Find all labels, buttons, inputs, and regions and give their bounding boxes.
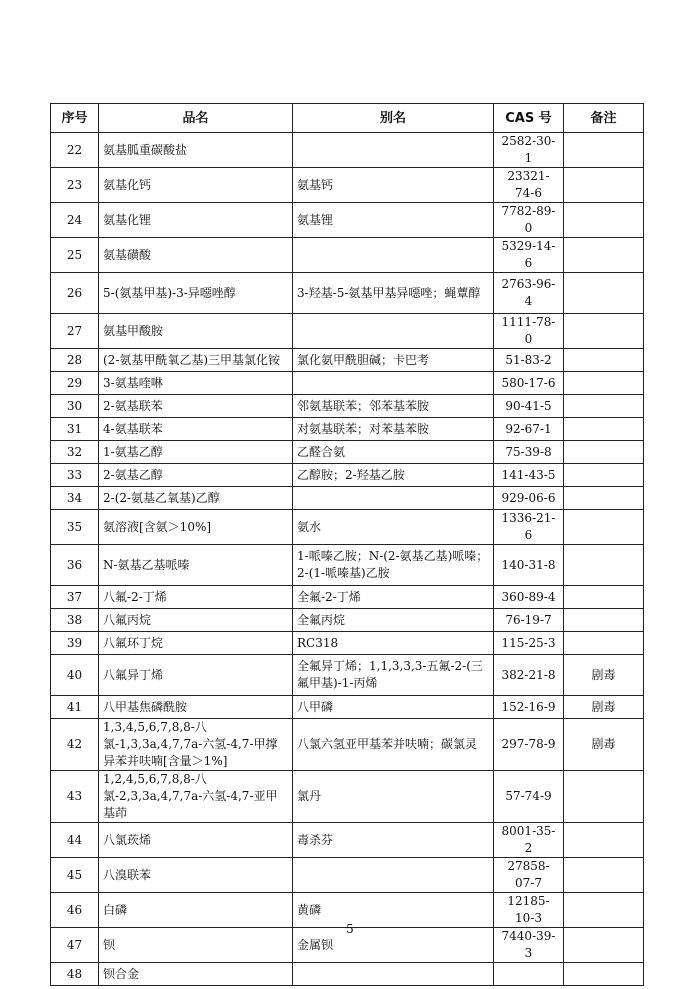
row-name: 5-(氨基甲基)-3-异噁唑醇 (99, 273, 293, 314)
row-cas: 92-67-1 (494, 418, 564, 441)
row-note (564, 314, 644, 349)
row-alias: 氨基锂 (293, 203, 494, 238)
row-name: 八氯莰烯 (99, 823, 293, 858)
row-note (564, 487, 644, 510)
header-name: 品名 (99, 104, 293, 133)
row-number: 37 (51, 586, 99, 609)
table-row (51, 418, 644, 441)
row-alias: 氨水 (293, 510, 494, 545)
row-alias (293, 858, 494, 893)
row-cas: 929-06-6 (494, 487, 564, 510)
table-row (51, 858, 644, 893)
row-note (564, 464, 644, 487)
row-number: 43 (51, 771, 99, 823)
row-note (564, 238, 644, 273)
row-cas: 580-17-6 (494, 372, 564, 395)
row-name: 氨基磺酸 (99, 238, 293, 273)
row-alias: 黄磷 (293, 893, 494, 928)
row-name: 八氟丙烷 (99, 609, 293, 632)
table-row (51, 168, 644, 203)
row-name: (2-氨基甲酰氧乙基)三甲基氯化铵 (99, 349, 293, 372)
row-alias (293, 487, 494, 510)
row-cas: 51-83-2 (494, 349, 564, 372)
row-number: 28 (51, 349, 99, 372)
row-number: 39 (51, 632, 99, 655)
row-cas: 76-19-7 (494, 609, 564, 632)
row-name: 八氟环丁烷 (99, 632, 293, 655)
row-name: 钡合金 (99, 963, 293, 986)
row-number: 36 (51, 545, 99, 586)
row-alias: 全氟-2-丁烯 (293, 586, 494, 609)
row-alias: 乙醇胺；2-羟基乙胺 (293, 464, 494, 487)
row-number: 32 (51, 441, 99, 464)
chemical-table (50, 103, 644, 986)
header-no: 序号 (51, 104, 99, 133)
table-row (51, 696, 644, 719)
row-note (564, 203, 644, 238)
table-row (51, 314, 644, 349)
row-name: 八氟-2-丁烯 (99, 586, 293, 609)
row-number: 41 (51, 696, 99, 719)
row-name: 氨基化锂 (99, 203, 293, 238)
table-row (51, 464, 644, 487)
row-alias: 全氟异丁烯；1,1,3,3,3-五氟-2-(三氟甲基)-1-丙烯 (293, 655, 494, 696)
row-cas: 7782-89-0 (494, 203, 564, 238)
row-name: 八甲基焦磷酰胺 (99, 696, 293, 719)
table-row (51, 487, 644, 510)
row-note (564, 823, 644, 858)
row-number: 42 (51, 719, 99, 771)
row-number: 33 (51, 464, 99, 487)
row-note (564, 372, 644, 395)
row-name: N-氨基乙基哌嗪 (99, 545, 293, 586)
row-name: 2-氨基联苯 (99, 395, 293, 418)
row-note (564, 586, 644, 609)
row-alias: 3-羟基-5-氨基甲基异噁唑；蝇蕈醇 (293, 273, 494, 314)
row-cas: 23321-74-6 (494, 168, 564, 203)
row-number: 24 (51, 203, 99, 238)
row-name: 八氟异丁烯 (99, 655, 293, 696)
row-note (564, 418, 644, 441)
row-name: 1-氨基乙醇 (99, 441, 293, 464)
row-name: 1,2,4,5,6,7,8,8-八氯-2,3,3a,4,7,7a-六氢-4,7-亚甲基茚 (99, 771, 293, 823)
row-alias (293, 372, 494, 395)
row-cas: 115-25-3 (494, 632, 564, 655)
row-number: 25 (51, 238, 99, 273)
row-cas: 90-41-5 (494, 395, 564, 418)
row-name: 氨基化钙 (99, 168, 293, 203)
row-alias (293, 238, 494, 273)
row-alias: 八氯六氢亚甲基苯并呋喃；碳氯灵 (293, 719, 494, 771)
table-row (51, 395, 644, 418)
table-row (51, 771, 644, 823)
row-note (564, 963, 644, 986)
row-number: 27 (51, 314, 99, 349)
row-number: 35 (51, 510, 99, 545)
row-cas: 152-16-9 (494, 696, 564, 719)
page-number: 5 (346, 922, 354, 936)
row-cas: 360-89-4 (494, 586, 564, 609)
row-number: 23 (51, 168, 99, 203)
table-row (51, 441, 644, 464)
row-alias: 毒杀芬 (293, 823, 494, 858)
table-row (51, 372, 644, 395)
row-name: 氨基甲酸胺 (99, 314, 293, 349)
table-row (51, 133, 644, 168)
row-cas: 382-21-8 (494, 655, 564, 696)
row-note (564, 858, 644, 893)
row-number: 46 (51, 893, 99, 928)
row-number: 26 (51, 273, 99, 314)
row-cas: 75-39-8 (494, 441, 564, 464)
row-cas: 12185-10-3 (494, 893, 564, 928)
table-row (51, 632, 644, 655)
row-cas: 1111-78-0 (494, 314, 564, 349)
row-alias: 八甲磷 (293, 696, 494, 719)
row-name: 1,3,4,5,6,7,8,8-八氯-1,3,3a,4,7,7a-六氢-4,7-甲撑异苯并呋喃[含量＞1%] (99, 719, 293, 771)
row-name: 2-氨基乙醇 (99, 464, 293, 487)
row-note (564, 545, 644, 586)
table-row (51, 203, 644, 238)
row-number: 22 (51, 133, 99, 168)
row-cas: 2763-96-4 (494, 273, 564, 314)
row-note (564, 441, 644, 464)
row-note: 剧毒 (564, 696, 644, 719)
table-row (51, 238, 644, 273)
row-name: 氨基胍重碳酸盐 (99, 133, 293, 168)
row-cas: 1336-21-6 (494, 510, 564, 545)
row-note (564, 133, 644, 168)
row-note (564, 771, 644, 823)
table-header-row (51, 104, 644, 133)
header-note: 备注 (564, 104, 644, 133)
row-name: 氨溶液[含氨＞10%] (99, 510, 293, 545)
row-note (564, 273, 644, 314)
table-row (51, 609, 644, 632)
table-row (51, 963, 644, 986)
table-row (51, 586, 644, 609)
row-alias: 金属钡 (293, 928, 494, 963)
row-alias: 氨基钙 (293, 168, 494, 203)
row-number: 40 (51, 655, 99, 696)
row-note (564, 510, 644, 545)
row-name: 钡 (99, 928, 293, 963)
row-alias (293, 314, 494, 349)
table-row (51, 823, 644, 858)
row-alias: 对氨基联苯；对苯基苯胺 (293, 418, 494, 441)
row-number: 31 (51, 418, 99, 441)
row-alias: 氯丹 (293, 771, 494, 823)
row-alias: 乙醛合氨 (293, 441, 494, 464)
row-cas (494, 963, 564, 986)
row-number: 30 (51, 395, 99, 418)
row-cas: 140-31-8 (494, 545, 564, 586)
row-number: 45 (51, 858, 99, 893)
row-note (564, 632, 644, 655)
table-row (51, 545, 644, 586)
row-note (564, 168, 644, 203)
row-cas: 8001-35-2 (494, 823, 564, 858)
table-body (51, 133, 644, 986)
row-number: 48 (51, 963, 99, 986)
row-alias: 1-哌嗪乙胺；N-(2-氨基乙基)哌嗪；2-(1-哌嗪基)乙胺 (293, 545, 494, 586)
row-name: 八溴联苯 (99, 858, 293, 893)
row-name: 3-氨基喹啉 (99, 372, 293, 395)
row-cas: 27858-07-7 (494, 858, 564, 893)
table-row (51, 719, 644, 771)
row-name: 2-(2-氨基乙氧基)乙醇 (99, 487, 293, 510)
row-note (564, 609, 644, 632)
row-note (564, 395, 644, 418)
row-cas: 5329-14-6 (494, 238, 564, 273)
row-number: 44 (51, 823, 99, 858)
row-alias (293, 133, 494, 168)
row-note: 剧毒 (564, 719, 644, 771)
table-row (51, 655, 644, 696)
row-cas: 2582-30-1 (494, 133, 564, 168)
row-alias: 氯化氨甲酰胆碱；卡巴考 (293, 349, 494, 372)
table-row (51, 273, 644, 314)
row-name: 4-氨基联苯 (99, 418, 293, 441)
row-name: 白磷 (99, 893, 293, 928)
table-row (51, 349, 644, 372)
row-alias: 全氟丙烷 (293, 609, 494, 632)
row-number: 38 (51, 609, 99, 632)
row-alias: 邻氨基联苯；邻苯基苯胺 (293, 395, 494, 418)
row-cas: 7440-39-3 (494, 928, 564, 963)
row-number: 47 (51, 928, 99, 963)
row-number: 34 (51, 487, 99, 510)
header-alias: 别名 (293, 104, 494, 133)
row-cas: 141-43-5 (494, 464, 564, 487)
row-alias: RC318 (293, 632, 494, 655)
row-note (564, 349, 644, 372)
row-alias (293, 963, 494, 986)
row-cas: 57-74-9 (494, 771, 564, 823)
row-number: 29 (51, 372, 99, 395)
header-cas: CAS 号 (494, 104, 564, 133)
row-note: 剧毒 (564, 655, 644, 696)
table-row (51, 510, 644, 545)
row-cas: 297-78-9 (494, 719, 564, 771)
